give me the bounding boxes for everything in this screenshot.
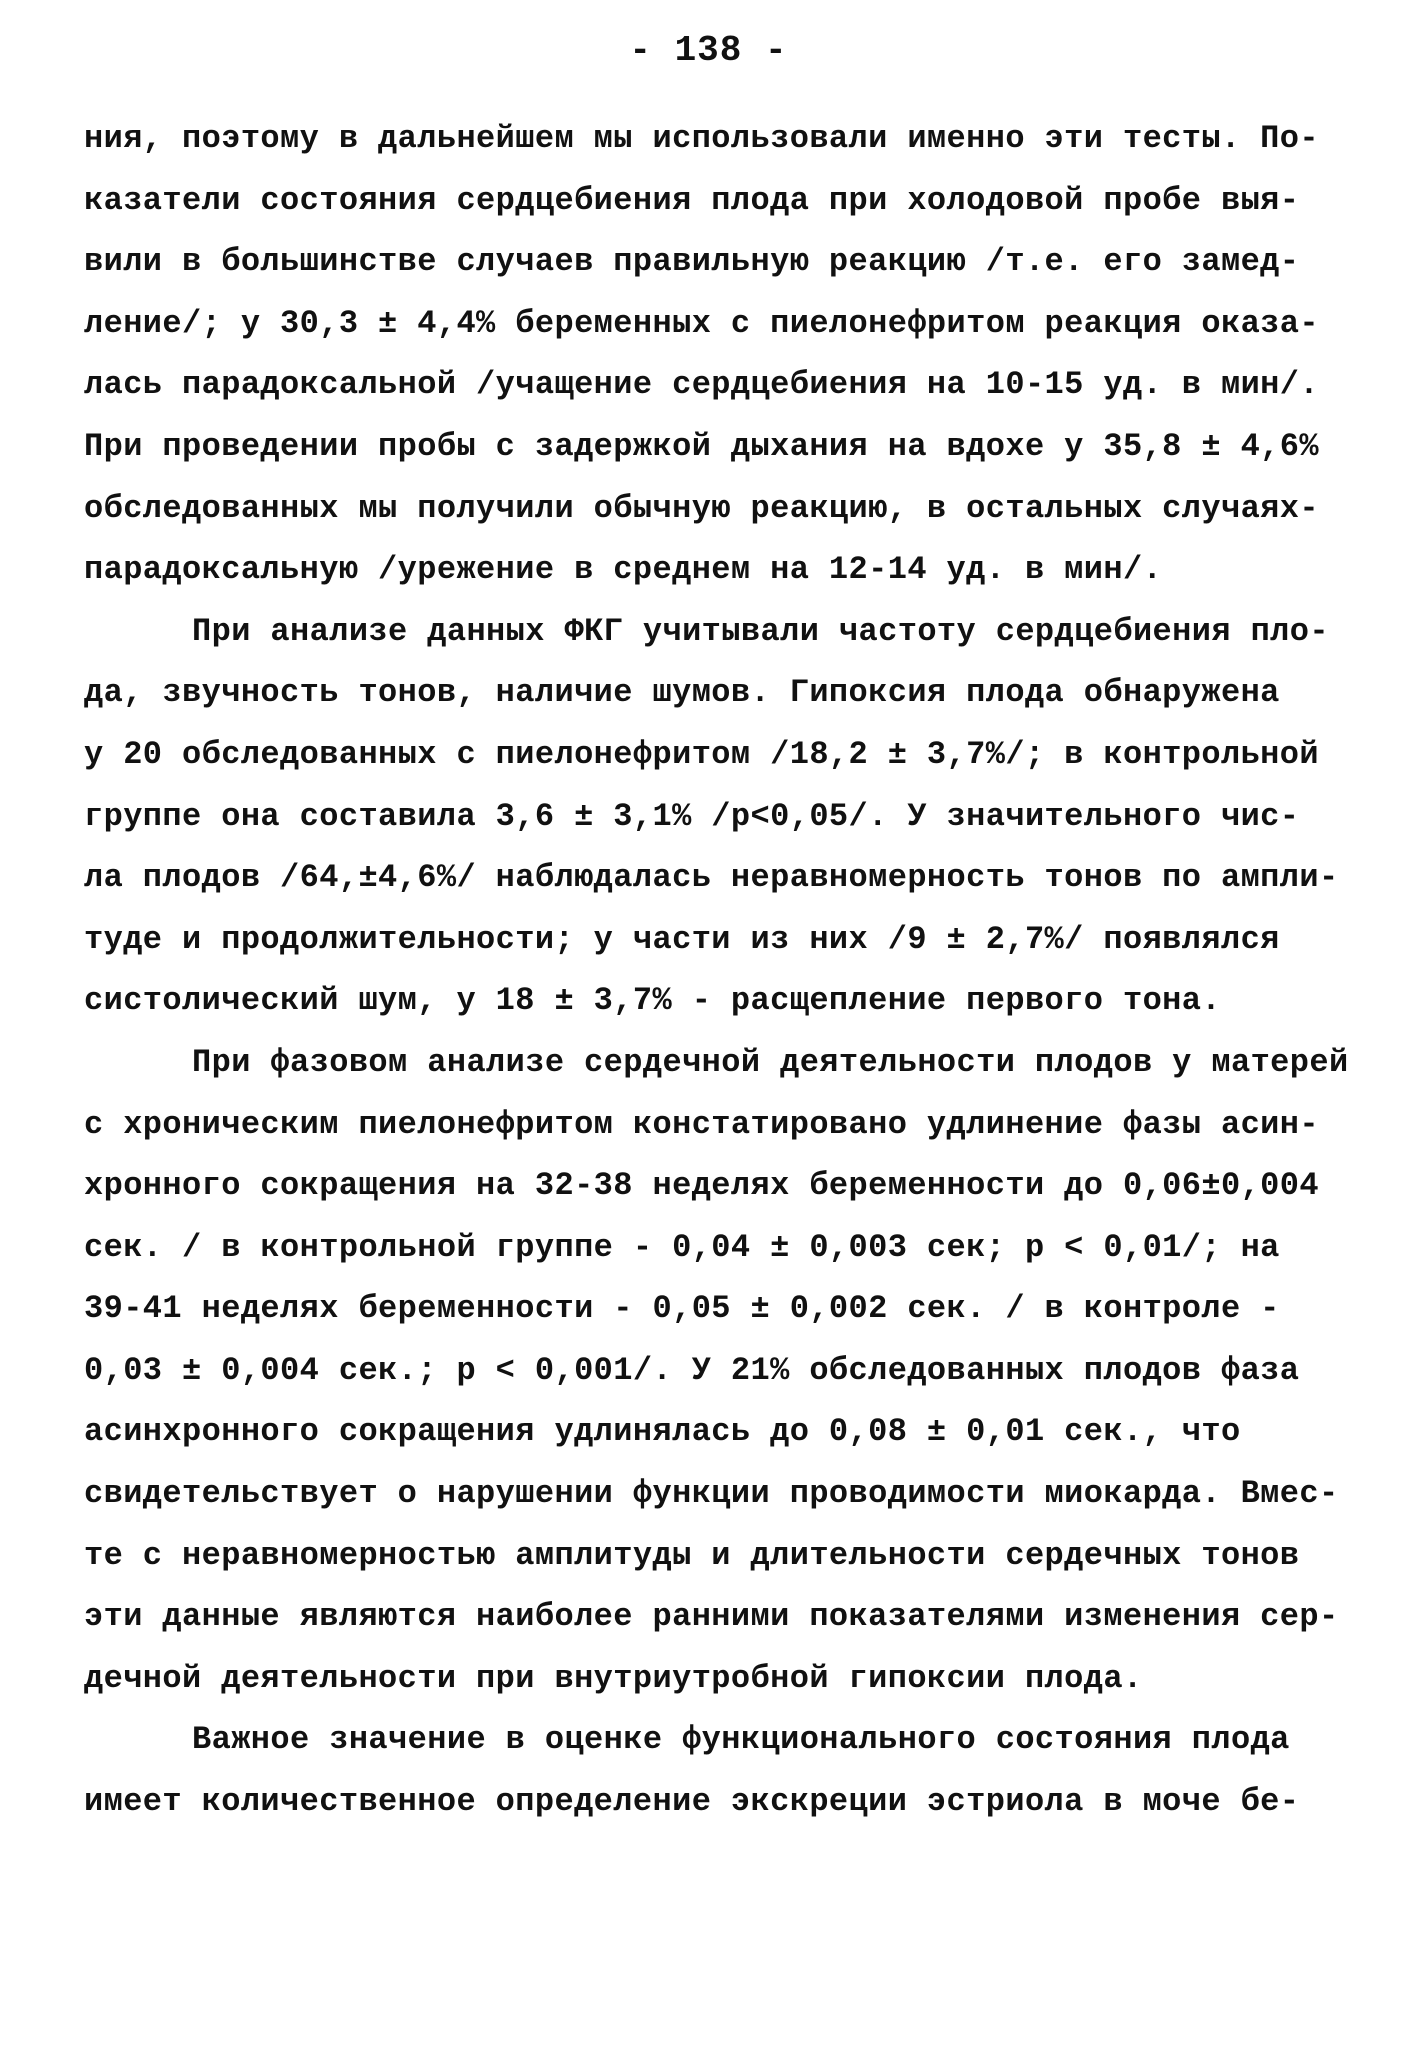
text-line: вили в большинстве случаев правильную реакцию /т.е. его замед- (84, 243, 1300, 281)
text-line: ла плодов /64,±4,6%/ наблюдалась неравномерность тонов по ампли- (84, 859, 1339, 897)
text-line: асинхронного сокращения удлинялась до 0,08 ± 0,01 сек., что (84, 1413, 1241, 1451)
paragraph-first-line: Важное значение в оценке функционального состояния плода (192, 1721, 1290, 1759)
text-line: ление/; у 30,3 ± 4,4% беременных с пиелонефритом реакция оказа- (84, 304, 1319, 342)
paragraph-first-line: При анализе данных ФКГ учитывали частоту сердцебиения пло- (192, 612, 1329, 650)
body-text (84, 108, 1354, 1833)
text-line: 39-41 неделях беременности - 0,05 ± 0,002 сек. / в контроле - (84, 1290, 1280, 1328)
paragraph-first-line: При фазовом анализе сердечной деятельности плодов у матерей (192, 1043, 1349, 1081)
text-line: систолический шум, у 18 ± 3,7% - расщепление первого тона. (84, 982, 1221, 1020)
text-line: парадоксальную /урежение в среднем на 12-14 уд. в мин/. (84, 551, 1163, 589)
text-line: дечной деятельности при внутриутробной гипоксии плода. (84, 1659, 1143, 1697)
text-line: ния, поэтому в дальнейшем мы использовали именно эти тесты. По- (84, 120, 1319, 157)
text-line: да, звучность тонов, наличие шумов. Гипоксия плода обнаружена (84, 674, 1280, 712)
text-line: имеет количественное определение экскреции эстриола в моче бе- (84, 1783, 1300, 1821)
text-line: лась парадоксальной /учащение сердцебиения на 10-15 уд. в мин/. (84, 366, 1319, 404)
text-line: с хроническим пиелонефритом констатировано удлинение фазы асин- (84, 1105, 1319, 1143)
text-line: туде и продолжительности; у части из них /9 ± 2,7%/ появлялся (84, 920, 1280, 958)
text-line: группе она составила 3,6 ± 3,1% /р<0,05/. У значительного чис- (84, 797, 1300, 835)
text-line: сек. / в контрольной группе - 0,04 ± 0,003 сек; р < 0,01/; на (84, 1228, 1280, 1266)
text-line: 0,03 ± 0,004 сек.; р < 0,001/. У 21% обследованных плодов фаза (84, 1351, 1300, 1389)
text-line: При проведении пробы с задержкой дыхания на вдохе у 35,8 ± 4,6% (84, 427, 1319, 465)
page-number: - 138 - (629, 30, 788, 71)
text-line: у 20 обследованных с пиелонефритом /18,2 ± 3,7%/; в контрольной (84, 735, 1319, 773)
text-line: обследованных мы получили обычную реакцию, в остальных случаях- (84, 489, 1319, 527)
text-line: хронного сокращения на 32-38 неделях беременности до 0,06±0,004 (84, 1167, 1319, 1205)
text-line: эти данные являются наиболее ранними показателями изменения сер- (84, 1598, 1339, 1636)
text-line: те с неравномерностью амплитуды и длительности сердечных тонов (84, 1536, 1300, 1574)
text-line: свидетельствует о нарушении функции проводимости миокарда. Вмес- (84, 1475, 1339, 1513)
text-line: казатели состояния сердцебиения плода при холодовой пробе выя- (84, 181, 1300, 219)
